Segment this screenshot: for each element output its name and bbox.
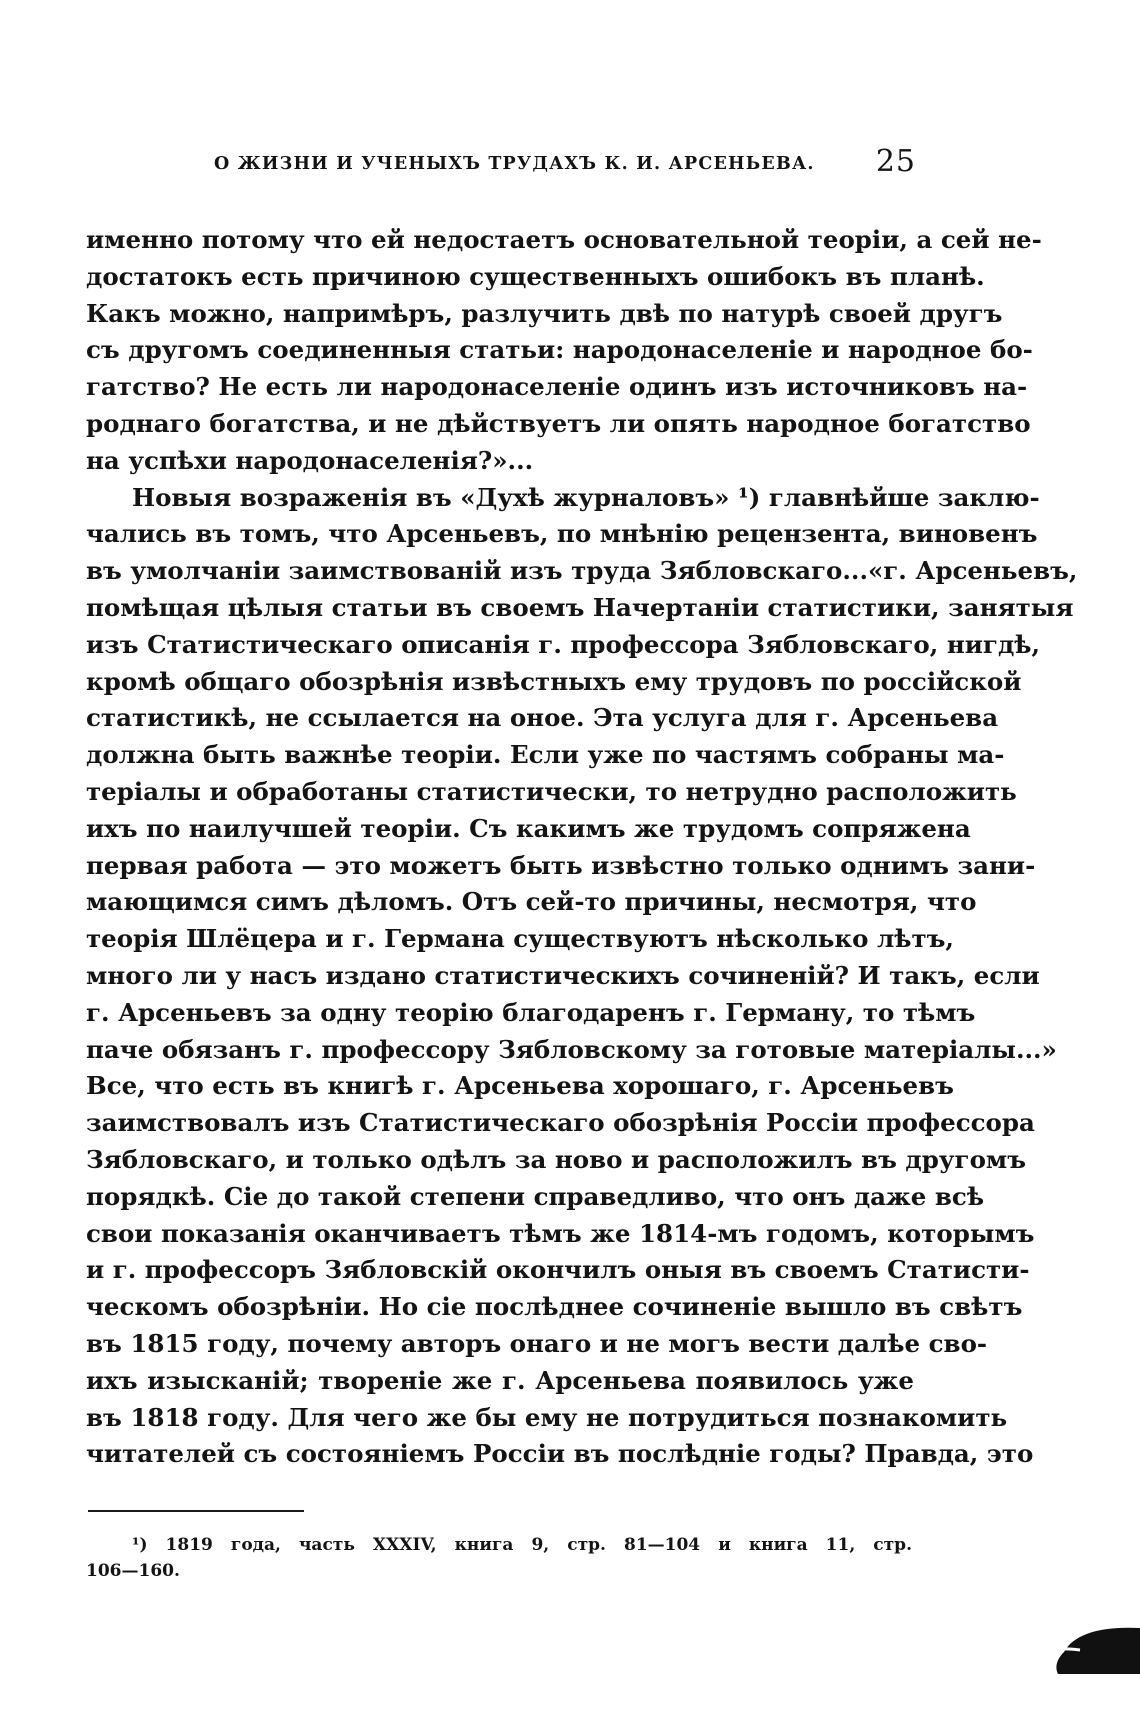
text-line: ихъ изысканій; твореніе же г. Арсеньева появилось уже — [86, 1365, 914, 1395]
text-line: Все, что есть въ книгѣ г. Арсеньева хорошаго, г. Арсеньевъ — [86, 1071, 954, 1101]
text-line: изъ Статистическаго описанія г. профессора Зябловскаго, нигдѣ, — [86, 629, 1041, 659]
running-head — [86, 140, 916, 196]
text-line: именно потому что ей недостаетъ основательной теоріи, а сей не- — [86, 225, 1042, 254]
text-line: статистикѣ, не ссылается на оное. Эта услуга для г. Арсеньева — [86, 703, 999, 733]
text-line: теріалы и обработаны статистически, то нетрудно расположить — [86, 776, 1017, 806]
page-number: 25 — [875, 144, 916, 179]
paragraph-first-line: Новыя возраженія въ «Духѣ журналовъ» ¹) главнѣйше заклю- — [132, 482, 1040, 512]
footnote — [86, 1532, 912, 1584]
text-line: читателей съ состояніемъ Россіи въ послѣдніе годы? Правда, это — [86, 1439, 1034, 1469]
text-line: съ другомъ соединенныя статьи: народонаселеніе и народное бо- — [86, 335, 1033, 365]
running-title: О ЖИЗНИ И УЧЕНЫХЪ ТРУДАХЪ К. И. АРСЕНЬЕВА. — [214, 154, 815, 174]
text-line: первая работа — это можетъ быть извѣстно только однимъ зани- — [86, 850, 1036, 880]
text-line: Какъ можно, напримѣръ, разлучить двѣ по натурѣ своей другъ — [86, 298, 1003, 328]
text-line: въ 1818 году. Для чего же бы ему не потрудиться познакомить — [86, 1402, 1008, 1432]
text-line: свои показанія оканчиваетъ тѣмъ же 1814-мъ годомъ, которымъ — [86, 1218, 1035, 1248]
text-line: ихъ по наилучшей теоріи. Съ какимъ же трудомъ сопряжена — [86, 813, 971, 843]
footnote-line: ¹) 1819 года, часть XXXIV, книга 9, стр. 81—104 и книга 11, стр. — [132, 1535, 912, 1555]
ink-blot-mark — [1050, 1604, 1140, 1674]
paragraph-end-line: на успѣхи народонаселенія?»... — [86, 445, 534, 475]
text-line: кромѣ общаго обозрѣнія извѣстныхъ ему трудовъ по россійской — [86, 666, 1022, 696]
text-line: теорія Шлёцера и г. Германа существуютъ нѣсколько лѣтъ, — [86, 924, 954, 954]
text-line: г. Арсеньевъ за одну теорію благодаренъ г. Герману, то тѣмъ — [86, 997, 976, 1027]
text-line: паче обязанъ г. профессору Зябловскому за готовые матеріалы...» — [86, 1034, 1057, 1064]
footnote-divider — [88, 1510, 304, 1512]
text-line: помѣщая цѣлыя статьи въ своемъ Начертаніи статистики, занятыя — [86, 592, 1074, 622]
text-line: въ умолчаніи заимствованій изъ труда Зябловскаго...«г. Арсеньевъ, — [86, 556, 1078, 586]
footnote-line: 106—160. — [86, 1561, 180, 1581]
body-text — [86, 222, 1078, 1473]
text-line: должна быть важнѣе теоріи. Если уже по частямъ собраны ма- — [86, 740, 1005, 770]
text-line: и г. профессоръ Зябловскій окончилъ оныя въ своемъ Статисти- — [86, 1255, 1030, 1285]
text-line: порядкѣ. Сіе до такой степени справедливо, что онъ даже всѣ — [86, 1181, 985, 1211]
text-line: Зябловскаго, и только одѣлъ за ново и расположилъ въ другомъ — [86, 1144, 1026, 1174]
text-line: достатокъ есть причиною существенныхъ ошибокъ въ планѣ. — [86, 261, 985, 291]
text-line: мающимся симъ дѣломъ. Отъ сей-то причины, несмотря, что — [86, 887, 977, 917]
text-line: ческомъ обозрѣніи. Но сіе послѣднее сочиненіе вышло въ свѣтъ — [86, 1292, 1023, 1322]
text-line: чались въ томъ, что Арсеньевъ, по мнѣнію рецензента, виновенъ — [86, 519, 1038, 549]
text-line: роднаго богатства, и не дѣйствуетъ ли опять народное богатство — [86, 408, 1031, 438]
text-line: заимствовалъ изъ Статистическаго обозрѣнія Россіи профессора — [86, 1108, 1035, 1138]
text-line: гатство? Не есть ли народонаселеніе одинъ изъ источниковъ на- — [86, 372, 1028, 402]
text-line: много ли у насъ издано статистическихъ сочиненій? И такъ, если — [86, 960, 1040, 990]
text-line: въ 1815 году, почему авторъ онаго и не могъ вести далѣе сво- — [86, 1328, 988, 1358]
